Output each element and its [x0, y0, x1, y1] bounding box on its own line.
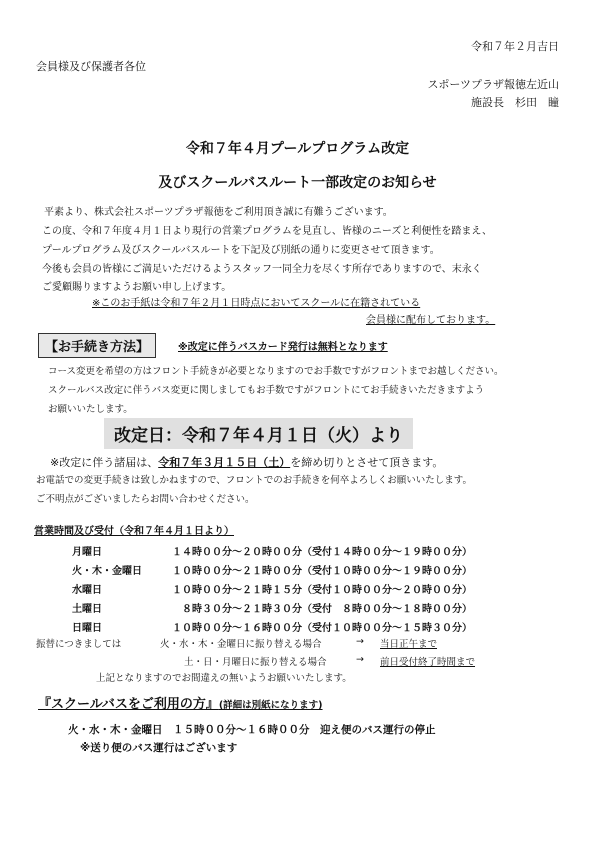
- schedule-day: 水曜日: [72, 585, 102, 596]
- schedule-hours: ８時３０分～２１時３０分（受付 ８時００分～１８時００分）: [172, 604, 472, 615]
- intro-line-4: 今後も会員の皆様にご満足いただけるようスタッフ一同全力を尽くす所存でありますので、末永く: [42, 264, 482, 275]
- arrow-icon: →: [356, 636, 364, 647]
- deadline-prefix: ※改定に伴う諸届は、: [50, 456, 159, 469]
- title-line-1: 令和７年４月プールプログラム改定: [185, 141, 410, 157]
- deadline-contact-note: ご不明点がございましたらお問い合わせください。: [36, 494, 255, 505]
- makeup-case-weekend: 土・日・月曜日に振り替える場合: [184, 657, 327, 668]
- title-line-2: 及びスクールバスルート一部改定のお知らせ: [158, 175, 437, 191]
- schedule-hours: １０時００分～２１時００分（受付１０時００分～１９時００分）: [172, 566, 472, 577]
- schedule-hours: １０時００分～１６時００分（受付１０時００分～１５時３０分）: [172, 623, 472, 634]
- intro-line-3: プールプログラム及びスクールバスルートを下記及び別紙の通りに変更させて頂きます。: [42, 245, 440, 256]
- schedule-day: 火・木・金曜日: [72, 566, 142, 577]
- change-date-banner: 改定日：令和７年４月１日（火）より: [104, 418, 413, 449]
- intro-line-5: ご愛顧賜りますようお願い申し上げます。: [42, 282, 232, 293]
- facility-manager: 施設長 杉田 瞳: [471, 96, 559, 109]
- schedule-day: 土曜日: [72, 604, 102, 615]
- bus-heading: [38, 693, 323, 712]
- schedule-day: 月曜日: [72, 547, 102, 558]
- distribution-note-line-2: 会員様に配布しております。: [366, 315, 496, 326]
- deadline-date: 令和７年３月１５日（土）: [158, 456, 291, 469]
- distribution-note-line-1: ※このお手紙は令和７年２月１日時点においてスクールに在籍されている: [92, 298, 421, 309]
- makeup-case-weekday: 火・水・木・金曜日に振り替える場合: [160, 639, 322, 650]
- schedule-title: 営業時間及び受付（令和７年４月１日より）: [34, 526, 234, 537]
- procedure-line-3: お願いいたします。: [48, 404, 133, 415]
- schedule-hours: １４時００分～２０時００分（受付１４時００分～１９時００分）: [172, 547, 472, 558]
- intro-line-1: 平素より、株式会社スポーツプラザ報徳をご利用頂き誠に有難うございます。: [44, 207, 393, 218]
- procedure-heading: 【お手続き方法】: [38, 333, 156, 358]
- deadline-phone-note: お電話での変更手続きは致しかねますので、フロントでのお手続きを何卒よろしくお願いいたします。: [36, 475, 473, 486]
- bus-card-note: ※改定に伴うバスカード発行は無料となります: [178, 342, 388, 353]
- deadline-suffix: を締め切りとさせて頂きます。: [290, 456, 444, 469]
- makeup-result-weekend: 前日受付終了時間まで: [380, 657, 476, 668]
- schedule-day: 日曜日: [72, 623, 102, 634]
- intro-line-2: この度、令和７年度４月１日より現行の営業プログラムを見直し、皆様のニーズと利便性を踏まえ、: [42, 226, 492, 237]
- deadline-line: [50, 454, 443, 470]
- procedure-line-2: スクールバス改定に伴うバス変更に関しましてもお手数ですがフロントにてお手続きいただきますよう: [48, 385, 485, 396]
- bus-suspension-notice: 火・水・木・金曜日 １５時００分～１６時００分 迎え便のバス運行の停止: [68, 724, 436, 736]
- procedure-line-1: コース変更を希望の方はフロント手続きが必要となりますのでお手数ですがフロントまでお越しください。: [48, 366, 504, 377]
- recipient: 会員様及び保護者各位: [36, 60, 146, 73]
- schedule-hours: １０時００分～２１時１５分（受付１０時００分～２０時００分）: [172, 585, 472, 596]
- issue-date: 令和７年２月吉日: [471, 40, 559, 53]
- bus-heading-text: 『スクールバスをご利用の方』: [38, 697, 219, 712]
- makeup-label: 振替につきましては: [36, 639, 122, 650]
- bus-heading-detail: (詳細は別紙になります): [218, 700, 323, 711]
- organization-name: スポーツプラザ報徳左近山: [427, 78, 559, 91]
- schedule-closing: 上記となりますのでお間違えの無いようお願いいたします。: [96, 673, 352, 684]
- makeup-result-weekday: 当日正午まで: [380, 639, 438, 650]
- arrow-icon: →: [356, 654, 364, 665]
- bus-dropoff-note: ※送り便のバス運行はございます: [80, 742, 238, 754]
